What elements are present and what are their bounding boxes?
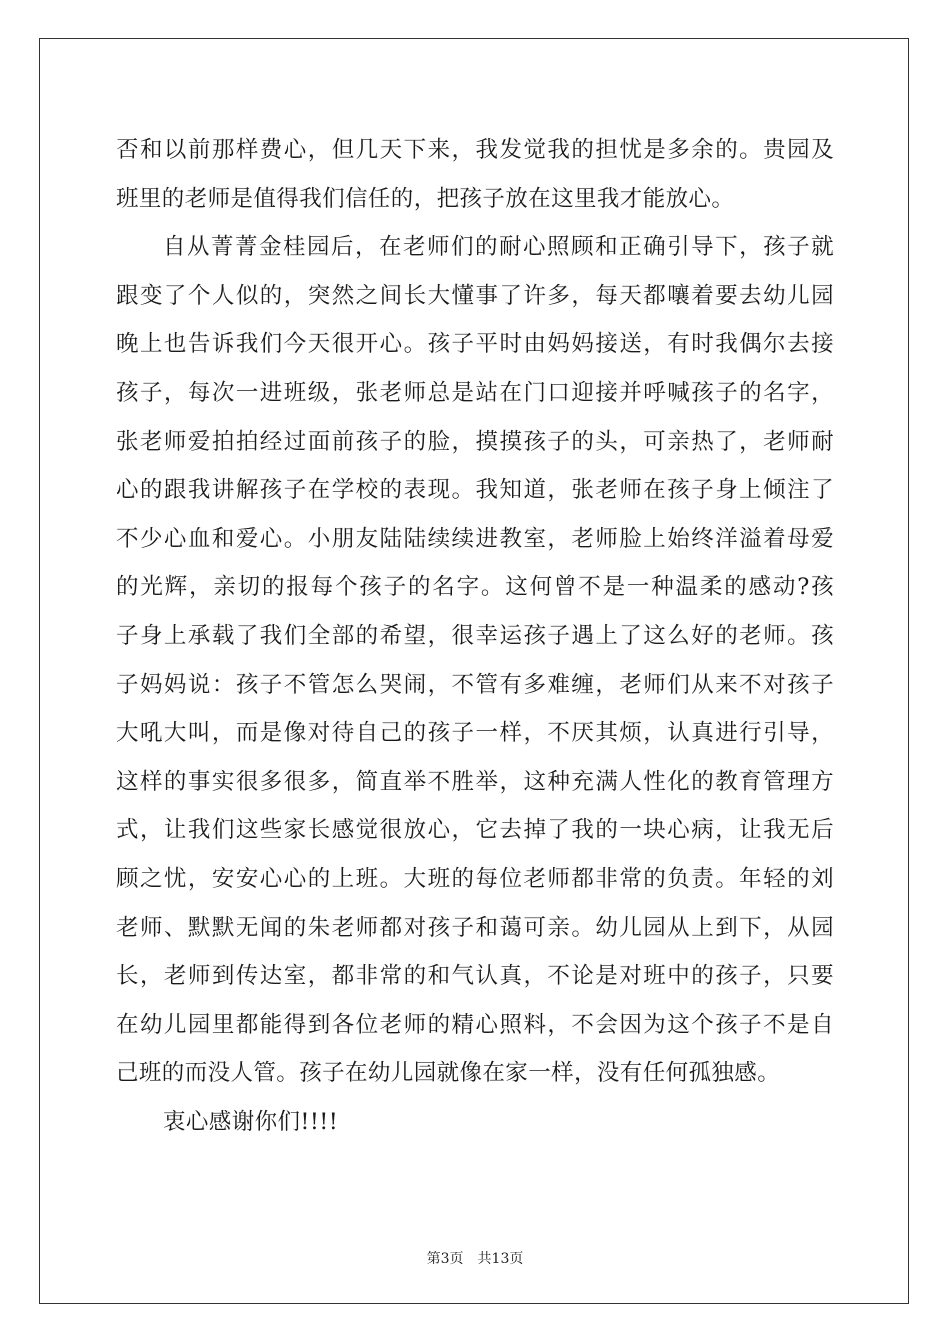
text-line: 老师、默默无闻的朱老师都对孩子和蔼可亲。幼儿园从上到下，从园: [116, 914, 834, 941]
text-line: 张老师爱拍拍经过面前孩子的脸，摸摸孩子的头，可亲热了，老师耐: [116, 428, 834, 455]
text-line: 班里的老师是值得我们信任的，把孩子放在这里我才能放心。: [116, 185, 735, 212]
document-body: [116, 126, 834, 1146]
text-line: 大吼大叫，而是像对待自己的孩子一样，不厌其烦，认真进行引导，: [116, 720, 834, 747]
page-footer: [0, 1248, 950, 1268]
text-line: 式，让我们这些家长感觉很放心，它去掉了我的一块心病，让我无后: [116, 817, 834, 844]
text-line: 的光辉，亲切的报每个孩子的名字。这何曾不是一种温柔的感动?孩: [116, 574, 834, 601]
closing-line: 衷心感谢你们!!!!: [163, 1108, 339, 1135]
text-line: 否和以前那样费心，但几天下来，我发觉我的担忧是多余的。贵园及: [116, 137, 834, 163]
text-line: 长，老师到传达室，都非常的和气认真，不论是对班中的孩子，只要: [116, 963, 834, 990]
text-line: 这样的事实很多很多，简直举不胜举，这种充满人性化的教育管理方: [116, 768, 834, 795]
text-line: 己班的而没人管。孩子在幼儿园就像在家一样，没有任何孤独感。: [116, 1060, 781, 1087]
page-total: 共13页: [477, 1251, 524, 1267]
text-line: 顾之忧，安安心心的上班。大班的每位老师都非常的负责。年轻的刘: [116, 865, 834, 892]
text-line: 在幼儿园里都能得到各位老师的精心照料，不会因为这个孩子不是自: [116, 1011, 834, 1038]
page-number: 第3页: [426, 1251, 464, 1267]
text-line: 子妈妈说：孩子不管怎么哭闹，不管有多难缠，老师们从来不对孩子: [116, 671, 834, 698]
text-line: 孩子，每次一进班级，张老师总是站在门口迎接并呼喊孩子的名字，: [116, 379, 834, 406]
paragraph-start-line: 自从菁菁金桂园后，在老师们的耐心照顾和正确引导下，孩子就: [163, 234, 834, 261]
text-line: 心的跟我讲解孩子在学校的表现。我知道，张老师在孩子身上倾注了: [116, 477, 834, 504]
text-line: 不少心血和爱心。小朋友陆陆续续进教室，老师脸上始终洋溢着母爱: [116, 525, 834, 552]
text-line: 子身上承载了我们全部的希望，很幸运孩子遇上了这么好的老师。孩: [116, 622, 834, 649]
text-line: 晚上也告诉我们今天很开心。孩子平时由妈妈接送，有时我偶尔去接: [116, 331, 834, 358]
text-line: 跟变了个人似的，突然之间长大懂事了许多，每天都嚷着要去幼儿园: [116, 282, 834, 309]
